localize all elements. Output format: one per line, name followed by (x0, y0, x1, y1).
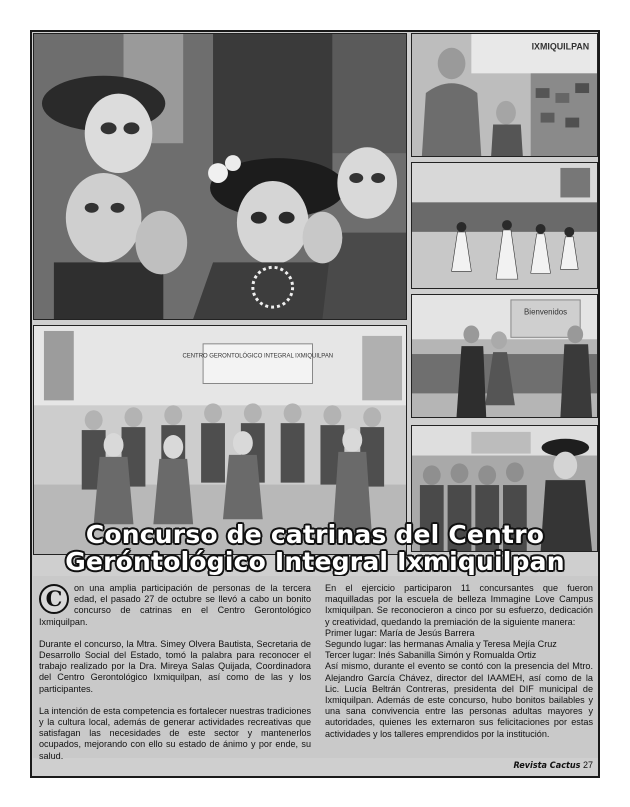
intro-paragraph (39, 583, 311, 628)
article-body (33, 576, 598, 761)
winner-third: Tercer lugar: Inés Sabanilla Simón y Romualda Ortiz (325, 650, 537, 661)
page-number: 27 (582, 760, 593, 770)
winner-second: Segundo lugar: las hermanas Amalia y Teresa Mejía Cruz (325, 639, 557, 650)
paragraph-intention: La intención de esta competencia es fortalecer nuestras tradiciones y la cultura local, además de generar actividades recreativas que satisfagan las necesidades de este sector y mantenerlos ocupados, mejorando con ello su estado de ánimo y por ende, su salud. (39, 705, 311, 761)
body-column-left (39, 583, 311, 773)
side-1-banner-text: IXMIQUILPAN (531, 41, 590, 52)
photo-side-1-official (411, 33, 598, 157)
title-line-1: Concurso de catrinas del Centro (85, 520, 545, 549)
paragraph-participants (325, 583, 593, 661)
title-line-2: Geróntológico Integral Ixmiquilpan (65, 547, 565, 576)
magazine-name: Revista Cactus (513, 761, 581, 771)
winner-first: Primer lugar: María de Jesús Barrera (325, 627, 475, 638)
paragraph-secretary: Durante el concurso, la Mtra. Simey Olvera Bautista, Secretaria de Desarrollo Social del Estado, tomó la palabra para reconocer el trabajo realizado por la Dra. Mireya Salas Quijada, Coordinadora del Centro Gerontológico Ixmiquilpan, así como de las y los participantes. (39, 638, 311, 694)
participants-text: En el ejercicio participaron 11 concursantes que fueron maquilladas por la escuela de belleza Immagine Love Campus Ixmiquilpan. Se reconocieron a cinco por su esfuerzo, dedicación y creatividad, quedando la premiación de la siguiente manera: (325, 583, 593, 627)
side-3-banner-text: Bienvenidos (524, 307, 568, 317)
body-column-right (325, 583, 593, 751)
page-footer (514, 760, 594, 771)
photo-side-2-dancers (411, 162, 598, 289)
article-title (0, 520, 630, 576)
photo-catrinas-closeup (33, 33, 407, 320)
photo-side-3-couple-dancing (411, 294, 598, 418)
group-banner-text: CENTRO GERONTOLÓGICO INTEGRAL IXMIQUILPAN (182, 353, 334, 360)
drop-cap: C (39, 584, 69, 614)
intro-text: on una amplia participación de personas de la tercera edad, el pasado 27 de octubre se llevó a cabo un bonito concurso de catrinas en el Centro Gerontológico Ixmiquilpan. (39, 583, 311, 627)
paragraph-closing: Así mismo, durante el evento se contó con la presencia del Mtro. Alejandro García Chávez, director del IAAMEH, así como de la Lic. Lucía Beltrán Contreras, presidenta del DIF municipal de Ixmiquilpan. Además de este concurso, hubo bonitos bailables y una sana convivencia entre las personas adultas mayores y autoridades, quienes les externaron sus felicitaciones por estas actividades y los talleres emprendidos por la institución. (325, 661, 593, 739)
